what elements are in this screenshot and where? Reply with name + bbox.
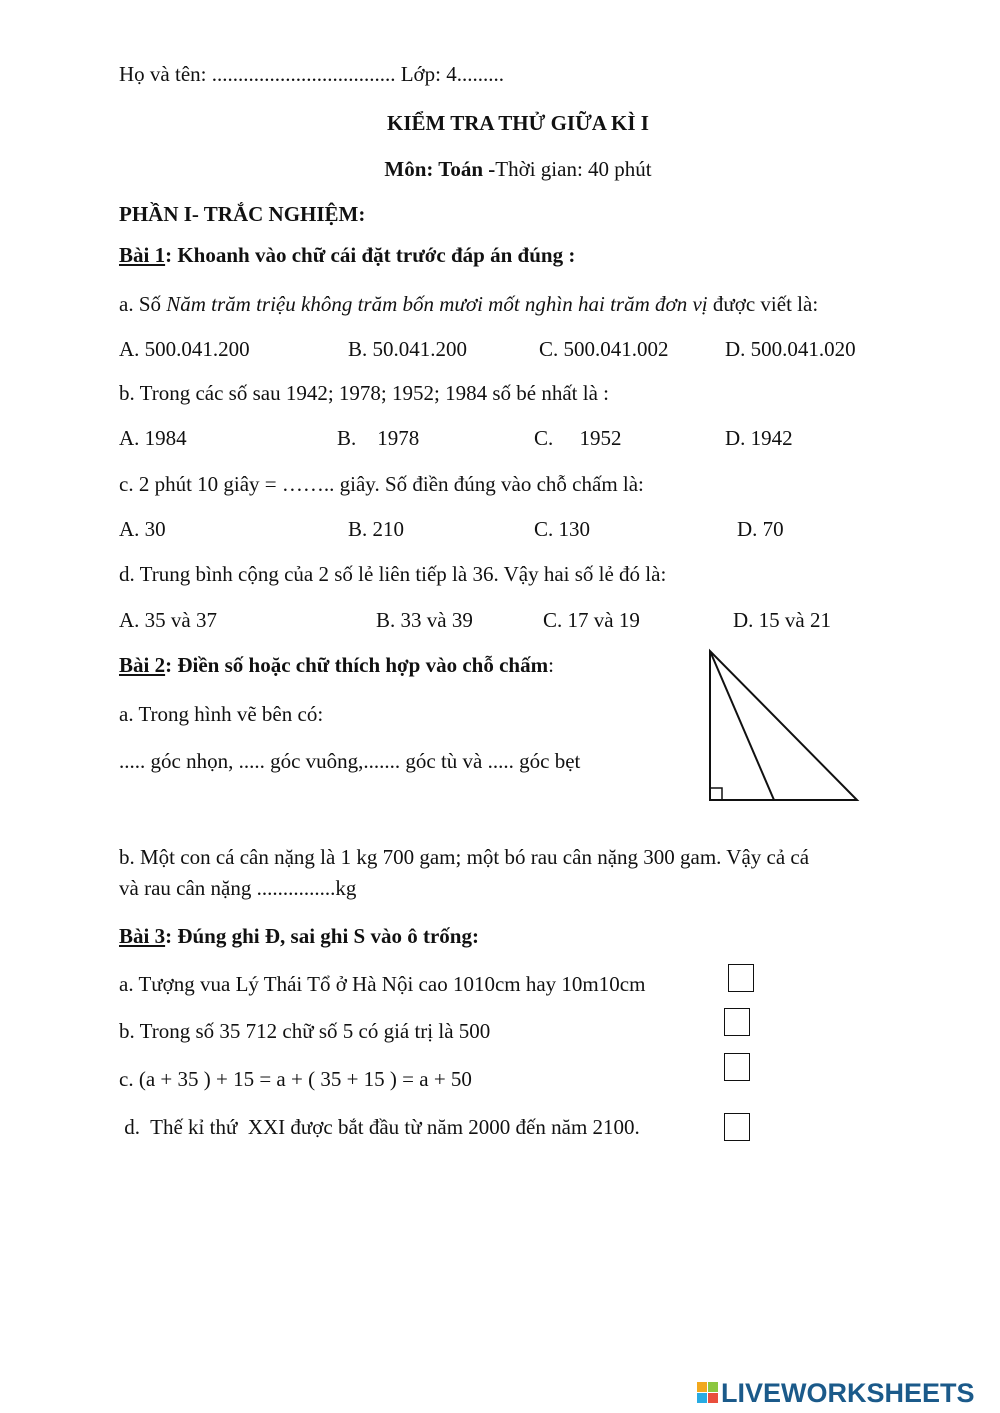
bai1-label: Bài 1 [119,243,166,267]
bai1-c-option-a[interactable]: A. 30 [119,517,166,541]
name-class-line: Họ và tên: ................................... Lớp: 4......... [119,62,504,86]
bai1-b-option-b[interactable]: B. 1978 [337,426,420,450]
bai3-label: Bài 3 [119,924,166,948]
triangle-figure [700,645,870,807]
bai2-b-line1: b. Một con cá cân nặng là 1 kg 700 gam; một bó rau cân nặng 300 gam. Vậy cả cá [119,845,810,869]
exam-title: KIỂM TRA THỬ GIỮA KÌ I [387,111,649,135]
bai1-d-option-d[interactable]: D. 15 và 21 [733,608,831,632]
logo-text: LIVEWORKSHEETS [721,1378,975,1408]
bai3-item-d: d. Thế kỉ thứ XXI được bắt đầu từ năm 2000 đến năm 2100. [119,1115,640,1139]
bai1-b-option-a[interactable]: A. 1984 [119,426,187,450]
bai1-a-italic: Năm trăm triệu không trăm bốn mươi mốt nghìn hai trăm đơn vị [166,292,708,316]
bai1-c-option-b[interactable]: B. 210 [348,517,405,541]
bai1-b-option-c[interactable]: C. 1952 [534,426,622,450]
bai1-b-question: b. Trong các số sau 1942; 1978; 1952; 1984 số bé nhất là : [119,381,609,405]
subject-label: Môn: Toán - [384,157,496,181]
bai1-a-suffix: được viết là: [707,292,819,316]
bai3-answer-box-a[interactable] [728,964,754,992]
bai3-answer-box-c[interactable] [724,1053,750,1081]
bai1-instruction: : Khoanh vào chữ cái đặt trước đáp án đúng : [165,243,576,267]
bai3-item-a: a. Tượng vua Lý Thái Tổ ở Hà Nội cao 1010cm hay 10m10cm [119,972,646,996]
bai1-d-option-b[interactable]: B. 33 và 39 [376,608,473,632]
bai1-c-option-c[interactable]: C. 130 [534,517,591,541]
liveworksheets-logo-icon [697,1382,719,1406]
bai2-instruction: : Điền số hoặc chữ thích hợp vào chỗ chấm [165,653,549,677]
bai2-heading [119,653,554,678]
bai3-item-b: b. Trong số 35 712 chữ số 5 có giá trị là 500 [119,1019,491,1043]
bai1-a-option-b[interactable]: B. 50.041.200 [348,337,468,361]
bai3-item-c: c. (a + 35 ) + 15 = a + ( 35 + 15 ) = a + 50 [119,1067,472,1091]
bai1-b-option-d[interactable]: D. 1942 [725,426,793,450]
bai3-answer-box-d[interactable] [724,1113,750,1141]
right-triangle [710,651,857,800]
bai1-a-question [119,292,818,317]
time-text: Thời gian: 40 phút [495,157,652,181]
bai2-colon: : [548,653,554,677]
bai1-a-option-d[interactable]: D. 500.041.020 [725,337,856,361]
bai1-c-option-d[interactable]: D. 70 [737,517,784,541]
liveworksheets-logo[interactable] [697,1378,997,1408]
bai1-heading [119,243,575,268]
bai1-a-option-a[interactable]: A. 500.041.200 [119,337,250,361]
inner-segment [710,651,774,800]
bai2-a-line1: a. Trong hình vẽ bên có: [119,702,324,726]
bai1-d-option-c[interactable]: C. 17 và 19 [543,608,640,632]
bai1-d-option-a[interactable]: A. 35 và 37 [119,608,217,632]
bai1-d-question: d. Trung bình cộng của 2 số lẻ liên tiếp là 36. Vậy hai số lẻ đó là: [119,562,667,586]
bai2-a-line2[interactable]: ..... góc nhọn, ..... góc vuông,....... góc tù và ..... góc bẹt [119,749,581,773]
bai1-a-prefix: a. Số [119,292,167,316]
right-angle-mark [710,788,722,800]
part1-title: PHẦN I- TRẮC NGHIỆM: [119,202,366,226]
bai3-heading [119,924,479,949]
bai2-label: Bài 2 [119,653,166,677]
bai3-instruction: : Đúng ghi Đ, sai ghi S vào ô trống: [165,924,479,948]
bai3-answer-box-b[interactable] [724,1008,750,1036]
bai1-c-question: c. 2 phút 10 giây = …….. giây. Số điền đúng vào chỗ chấm là: [119,472,644,496]
bai2-b-line2[interactable]: và rau cân nặng ...............kg [119,876,357,900]
bai1-a-option-c[interactable]: C. 500.041.002 [539,337,669,361]
subject-time-line [0,157,1000,182]
